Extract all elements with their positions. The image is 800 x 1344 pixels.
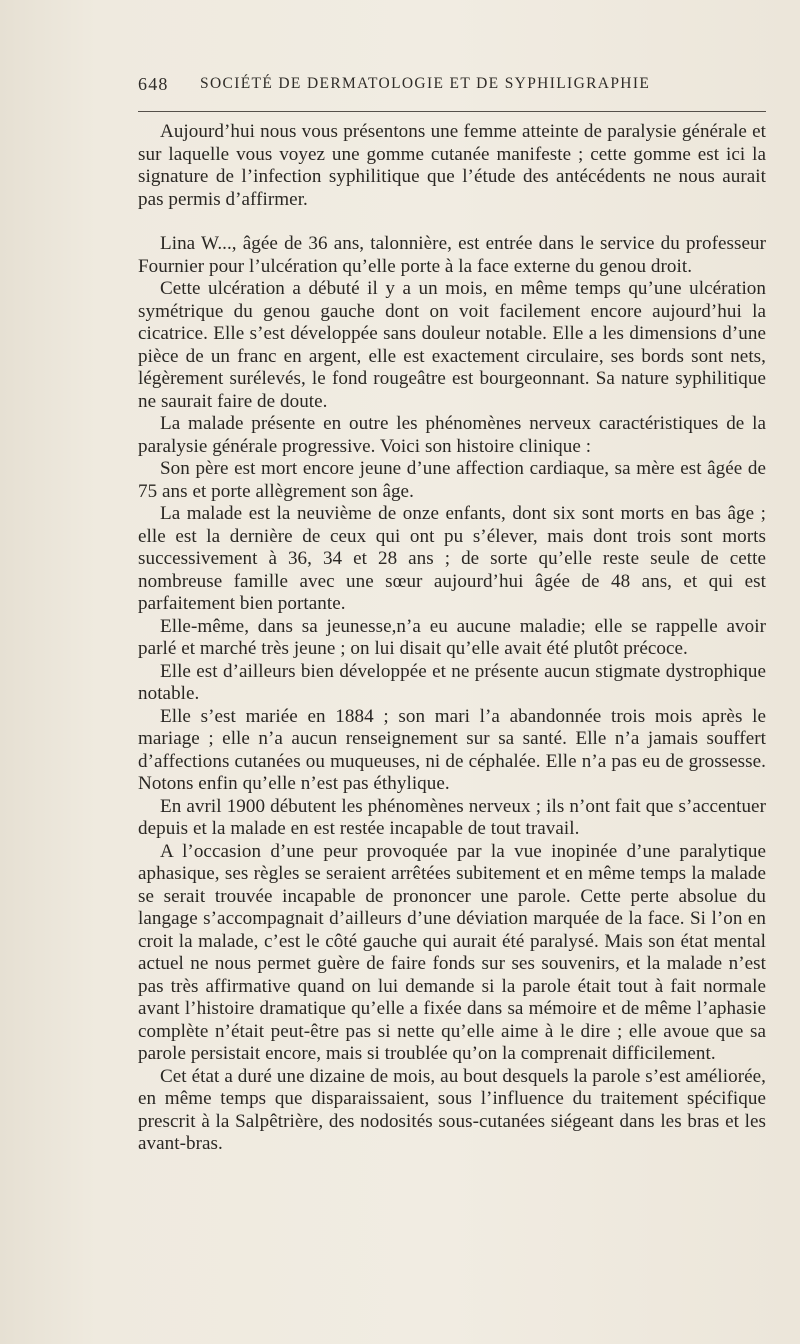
body-text: [138, 121, 766, 1156]
running-header: [138, 74, 766, 102]
section-gap: [138, 211, 766, 233]
header-rule: [138, 111, 766, 112]
paragraph: Elle est d’ailleurs bien développée et ne présente aucun stigmate dystrophique notable.: [138, 660, 766, 704]
page-number: 648: [138, 74, 169, 94]
intro-paragraph: Aujourd’hui nous vous présentons une femme atteinte de paralysie générale et sur laquelle vous voyez une gomme cutanée manifeste ; cette gomme est ici la signature de l’infection syphilitique que l’étude des antécédents ne nous aurait pas permis d’affirmer.: [138, 121, 766, 210]
paragraph: Son père est mort encore jeune d’une affection cardiaque, sa mère est âgée de 75 ans et porte allègrement son âge.: [138, 458, 766, 502]
paragraph: Cet état a duré une dizaine de mois, au bout desquels la parole s’est améliorée, en même temps que disparaissaient, sous l’influence du traitement spécifique prescrit à la Salpêtrière, des nodosités sous-cutanées siégeant dans les bras et les avant-bras.: [138, 1065, 766, 1154]
paragraph: Elle-même, dans sa jeunesse,n’a eu aucune maladie; elle se rappelle avoir parlé et marché très jeune ; on lui disait qu’elle avait été plutôt précoce.: [138, 615, 766, 659]
paragraph: La malade présente en outre les phénomènes nerveux caractéristiques de la paralysie générale progressive. Voici son histoire clinique :: [138, 413, 766, 457]
paragraph: En avril 1900 débutent les phénomènes nerveux ; ils n’ont fait que s’accentuer depuis et la malade en est restée incapable de tout travail.: [138, 795, 766, 839]
paragraph: La malade est la neuvième de onze enfants, dont six sont morts en bas âge ; elle est la dernière de ceux qui ont pu s’élever, mais dont trois sont morts successivement à 36, 34 et 28 ans ; de sorte qu’elle reste seule de cette nombreuse famille avec une sœur aujourd’hui âgée de 48 ans, et qui est parfaitement bien portante.: [138, 503, 766, 614]
paragraph: Elle s’est mariée en 1884 ; son mari l’a abandonnée trois mois après le mariage ; elle n’a aucun renseignement sur sa santé. Elle n’a jamais souffert d’affections cutanées ou muqueuses, ni de céphalée. Elle n’a pas eu de grossesse. Notons enfin qu’elle n’est pas éthylique.: [138, 705, 766, 794]
running-title: SOCIÉTÉ DE DERMATOLOGIE ET DE SYPHILIGRAPHIE: [200, 75, 651, 92]
paragraph: Lina W..., âgée de 36 ans, talonnière, est entrée dans le service du professeur Fournier pour l’ulcération qu’elle porte à la face externe du genou droit.: [138, 233, 766, 277]
paragraph: A l’occasion d’une peur provoquée par la vue inopinée d’une paralytique aphasique, ses règles se seraient arrêtées subitement et en même temps la malade se serait trouvée incapable de prononcer une parole. Cette perte absolue du langage s’accompagnait d’ailleurs d’une déviation marquée de la face. Si l’on en croit la malade, c’est le côté gauche qui aurait été paralysé. Mais son état mental actuel ne nous permet guère de faire fonds sur ses souvenirs, et la malade n’est pas très affirmative quand on lui demande si la parole était tout à fait normale avant l’histoire dramatique qu’elle a fixée dans sa mémoire et de même l’aphasie complète n’était peut-être pas si nette qu’elle aime à le dire ; elle avoue que sa parole persistait encore, mais si troublée qu’on la comprenait difficilement.: [138, 840, 766, 1064]
paragraph: Cette ulcération a débuté il y a un mois, en même temps qu’une ulcération symétrique du genou gauche dont on voit facilement encore aujourd’hui la cicatrice. Elle s’est développée sans douleur notable. Elle a les dimensions d’une pièce de un franc en argent, elle est exactement circulaire, ses bords sont nets, légèrement surélevés, le fond rougeâtre est bourgeonnant. Sa nature syphilitique ne saurait faire de doute.: [138, 278, 766, 412]
